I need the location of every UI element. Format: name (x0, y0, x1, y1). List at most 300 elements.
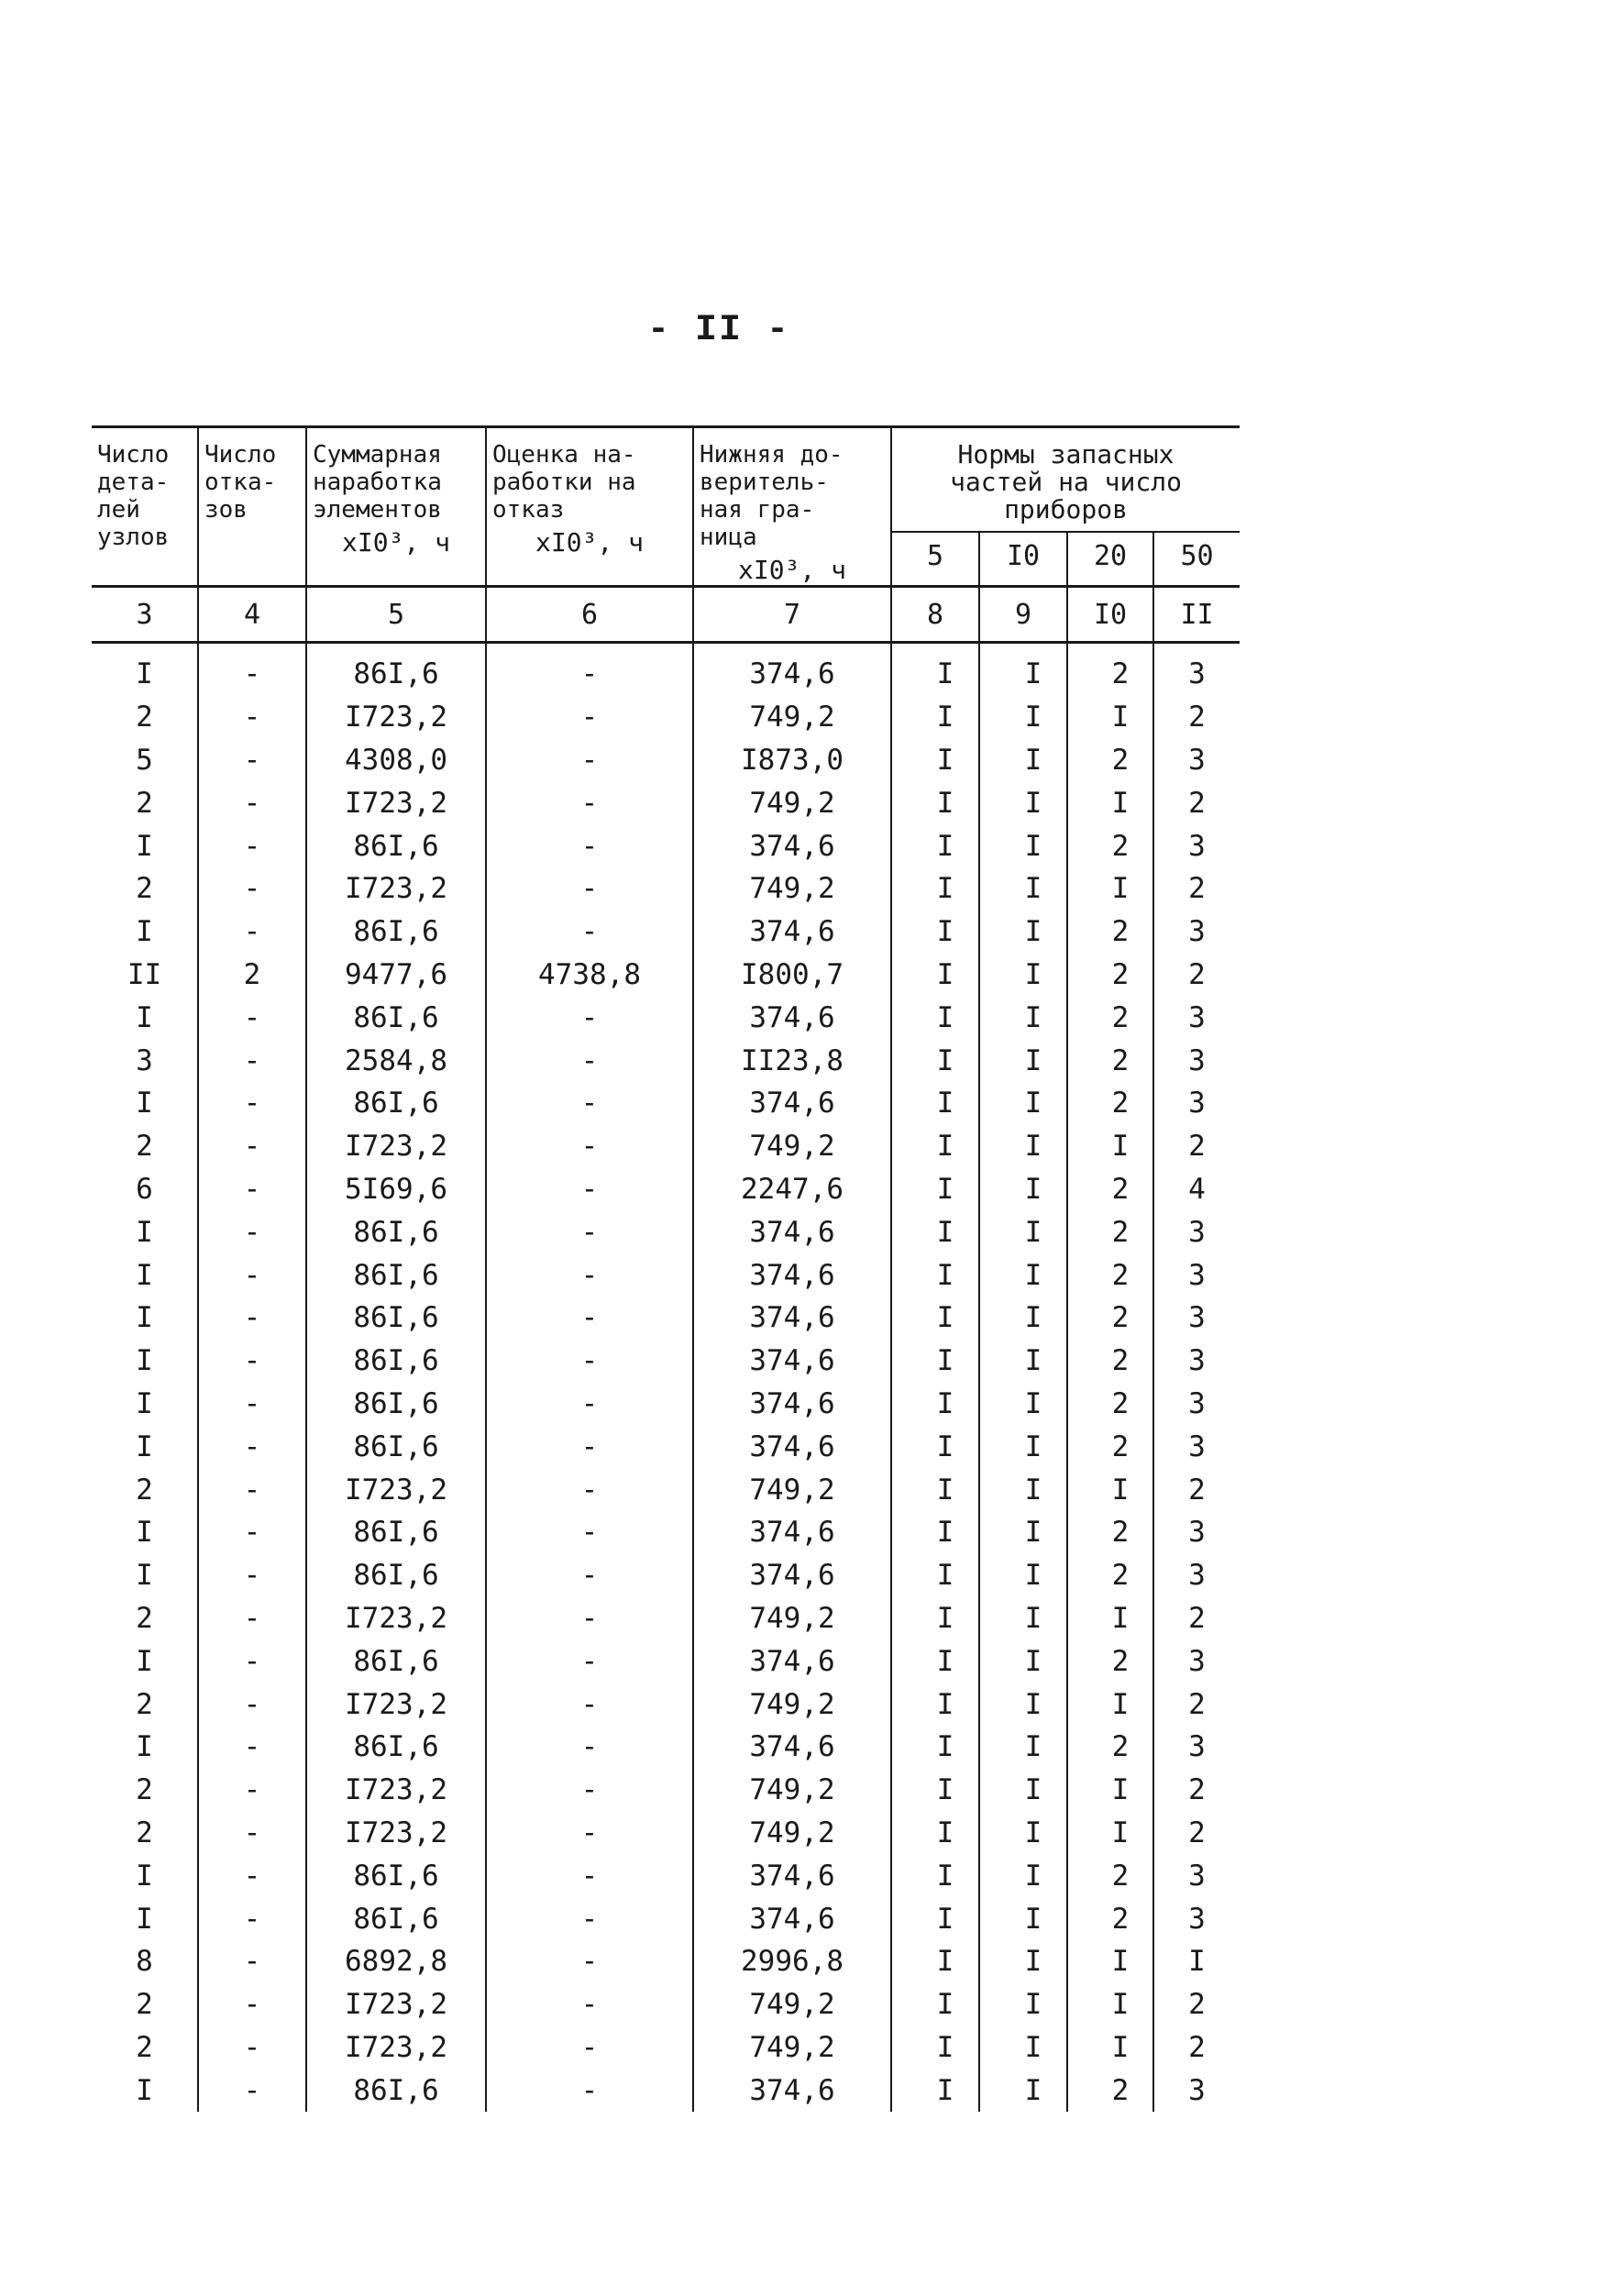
column-number: I0 (1067, 587, 1153, 643)
norm-20-cell: 2 (1067, 1726, 1153, 1769)
lower-confidence-bound-cell: 749,2 (693, 2026, 891, 2070)
lower-confidence-bound-cell: I800,7 (693, 954, 891, 997)
table-row (92, 696, 1240, 739)
norm-10-cell: I (979, 1683, 1067, 1726)
failures-count-cell: - (198, 1253, 306, 1297)
mtbf-estimate-cell: - (486, 1940, 693, 1983)
failures-count-cell: - (198, 867, 306, 911)
total-operating-time-cell: I723,2 (306, 1468, 486, 1511)
table-row (92, 911, 1240, 954)
norm-5-cell: I (891, 1210, 979, 1253)
norm-20-cell: I (1067, 1597, 1153, 1640)
table-row (92, 1340, 1240, 1383)
total-operating-time-cell: 86I,6 (306, 1639, 486, 1683)
norm-50-cell: 2 (1188, 1816, 1206, 1849)
header-mtbf-estimate-label: Оценка на- работки на отказ (492, 441, 636, 524)
parts-count-cell: I (92, 1253, 198, 1297)
norm-10-cell: I (979, 1854, 1067, 1897)
total-operating-time-cell: 86I,6 (306, 1511, 486, 1554)
mtbf-estimate-cell: - (486, 911, 693, 954)
lower-confidence-bound-cell: 374,6 (693, 1210, 891, 1253)
table-row (92, 1210, 1240, 1253)
lower-confidence-bound-cell: 749,2 (693, 1468, 891, 1511)
norm-10-cell: I (979, 1039, 1067, 1082)
norm-5-cell: I (891, 1511, 979, 1554)
norm-50-cell: 3 (1188, 657, 1206, 691)
table-row (92, 954, 1240, 997)
table-row (92, 1769, 1240, 1812)
lower-confidence-bound-cell: 2996,8 (693, 1940, 891, 1983)
failures-count-cell: - (198, 824, 306, 867)
lower-confidence-bound-cell: 374,6 (693, 1726, 891, 1769)
lower-confidence-bound-cell: 374,6 (693, 1511, 891, 1554)
total-operating-time-cell: I723,2 (306, 1125, 486, 1168)
norm-50-cell: 2 (1188, 1687, 1206, 1721)
table-row (92, 1597, 1240, 1640)
norm-5-cell: I (891, 1468, 979, 1511)
norm-50-cell: 3 (1188, 1516, 1206, 1550)
parts-count-cell: 2 (92, 1468, 198, 1511)
norm-50-cell: 3 (1188, 1644, 1206, 1678)
norm-50-cell: 2 (1188, 1473, 1206, 1507)
norm-20-cell: 2 (1067, 1210, 1153, 1253)
parts-count-cell: I (92, 1082, 198, 1125)
failures-count-cell: - (198, 739, 306, 782)
table-row (92, 1168, 1240, 1211)
norm-5-cell: I (891, 1125, 979, 1168)
norm-20-cell: I (1067, 1125, 1153, 1168)
norm-50-cell: 3 (1188, 1386, 1206, 1420)
norm-20-cell: 2 (1067, 1639, 1153, 1683)
norm-10-cell: I (979, 2026, 1067, 2070)
lower-confidence-bound-cell: 374,6 (693, 2069, 891, 2112)
failures-count-cell: - (198, 1039, 306, 1082)
norm-20-cell: 2 (1067, 1340, 1153, 1383)
failures-count-cell: - (198, 1597, 306, 1640)
failures-count-cell: - (198, 1812, 306, 1855)
norm-5-cell: I (891, 1897, 979, 1940)
norm-20-cell: 2 (1067, 824, 1153, 867)
failures-count-cell: - (198, 1554, 306, 1597)
failures-count-cell: - (198, 1082, 306, 1125)
total-operating-time-cell: 86I,6 (306, 1253, 486, 1297)
norm-5-cell: I (891, 696, 979, 739)
parts-count-cell: 2 (92, 2026, 198, 2070)
norm-50-cell: 3 (1188, 1043, 1206, 1077)
norm-10-cell: I (979, 1168, 1067, 1211)
norm-20-cell: 2 (1067, 2069, 1153, 2112)
norm-5-cell: I (891, 1168, 979, 1211)
lower-confidence-bound-cell: 374,6 (693, 911, 891, 954)
parts-count-cell: 2 (92, 1983, 198, 2026)
norm-5-cell: I (891, 1253, 979, 1297)
norm-5-cell: I (891, 996, 979, 1039)
parts-count-cell: I (92, 1511, 198, 1554)
norm-10-cell: I (979, 1983, 1067, 2026)
norm-50-cell: 3 (1188, 2073, 1206, 2107)
lower-confidence-bound-cell: 749,2 (693, 1125, 891, 1168)
total-operating-time-cell: 86I,6 (306, 824, 486, 867)
mtbf-estimate-cell: - (486, 1639, 693, 1683)
total-operating-time-cell: 86I,6 (306, 996, 486, 1039)
norm-5-cell: I (891, 1340, 979, 1383)
table-row (92, 2069, 1240, 2112)
failures-count-cell: - (198, 1340, 306, 1383)
total-operating-time-cell: 86I,6 (306, 911, 486, 954)
parts-count-cell: II (92, 954, 198, 997)
norm-10-cell: I (979, 696, 1067, 739)
lower-confidence-bound-cell: 374,6 (693, 643, 891, 696)
column-number: 7 (693, 587, 891, 643)
norm-10-cell: I (979, 739, 1067, 782)
failures-count-cell: - (198, 696, 306, 739)
parts-count-cell: I (92, 1210, 198, 1253)
norm-50-cell: 2 (1188, 957, 1206, 991)
norm-20-cell: I (1067, 1940, 1153, 1983)
mtbf-estimate-cell: - (486, 1340, 693, 1383)
table-row (92, 1297, 1240, 1340)
mtbf-estimate-cell: - (486, 1854, 693, 1897)
parts-count-cell: I (92, 1383, 198, 1426)
failures-count-cell: - (198, 996, 306, 1039)
failures-count-cell: 2 (198, 954, 306, 997)
norm-10-cell: I (979, 1340, 1067, 1383)
norm-20-cell: 2 (1067, 1554, 1153, 1597)
norm-10-cell: I (979, 1554, 1067, 1597)
table-row (92, 1897, 1240, 1940)
table-row (92, 739, 1240, 782)
norm-5-cell: I (891, 1597, 979, 1640)
mtbf-estimate-cell: - (486, 781, 693, 824)
table-row (92, 1253, 1240, 1297)
lower-confidence-bound-cell: 374,6 (693, 824, 891, 867)
norm-20-cell: I (1067, 2026, 1153, 2070)
lower-confidence-bound-cell: 374,6 (693, 1297, 891, 1340)
norm-50-cell: 3 (1188, 1215, 1206, 1249)
norm-20-cell: I (1067, 867, 1153, 911)
norm-20-cell: 2 (1067, 1383, 1153, 1426)
norm-5-cell: I (891, 1769, 979, 1812)
norm-20-cell: I (1067, 696, 1153, 739)
table-row (92, 1726, 1240, 1769)
norm-20-cell: 2 (1067, 739, 1153, 782)
failures-count-cell: - (198, 1726, 306, 1769)
parts-count-cell: I (92, 1854, 198, 1897)
table-row (92, 781, 1240, 824)
norm-20-cell: 2 (1067, 954, 1153, 997)
failures-count-cell: - (198, 781, 306, 824)
norm-20-cell: 2 (1067, 1253, 1153, 1297)
lower-confidence-bound-cell: 749,2 (693, 1983, 891, 2026)
total-operating-time-cell: I723,2 (306, 1983, 486, 2026)
norm-10-cell: I (979, 643, 1067, 696)
norm-10-cell: I (979, 1511, 1067, 1554)
failures-count-cell: - (198, 1425, 306, 1468)
table-row (92, 1383, 1240, 1426)
norm-10-cell: I (979, 1897, 1067, 1940)
norm-20-cell: 2 (1067, 1082, 1153, 1125)
table-row (92, 1854, 1240, 1897)
parts-count-cell: I (92, 824, 198, 867)
norm-50-cell: 2 (1188, 1773, 1206, 1807)
table-row (92, 824, 1240, 867)
header-sub-50: 50 (1180, 540, 1214, 572)
header-sub-20: 20 (1067, 532, 1153, 587)
norm-10-cell: I (979, 1812, 1067, 1855)
norm-50-cell: 3 (1188, 915, 1206, 949)
norm-10-cell: I (979, 954, 1067, 997)
norm-10-cell: I (979, 867, 1067, 911)
norm-20-cell: I (1067, 1769, 1153, 1812)
mtbf-estimate-cell: - (486, 696, 693, 739)
norm-5-cell: I (891, 1039, 979, 1082)
norm-10-cell: I (979, 1253, 1067, 1297)
header-parts-count-label: Число дета- лей узлов (97, 441, 170, 551)
parts-count-cell: 2 (92, 696, 198, 739)
parts-count-cell: 2 (92, 1812, 198, 1855)
norm-20-cell: I (1067, 1683, 1153, 1726)
lower-confidence-bound-cell: 374,6 (693, 1383, 891, 1426)
norm-20-cell: I (1067, 781, 1153, 824)
lower-confidence-bound-cell: 374,6 (693, 1340, 891, 1383)
norm-20-cell: 2 (1067, 911, 1153, 954)
norm-5-cell: I (891, 1812, 979, 1855)
total-operating-time-cell: 6892,8 (306, 1940, 486, 1983)
mtbf-estimate-cell: - (486, 1511, 693, 1554)
table-row (92, 996, 1240, 1039)
lower-confidence-bound-cell: 749,2 (693, 1597, 891, 1640)
parts-count-cell: I (92, 1554, 198, 1597)
header-lower-confidence-bound-label: Нижняя до- веритель- ная гра- ница (700, 441, 844, 551)
total-operating-time-cell: 86I,6 (306, 643, 486, 696)
norm-10-cell: I (979, 1297, 1067, 1340)
table-row (92, 1940, 1240, 1983)
mtbf-estimate-cell: - (486, 2069, 693, 2112)
lower-confidence-bound-cell: 749,2 (693, 1769, 891, 1812)
lower-confidence-bound-cell: 374,6 (693, 1425, 891, 1468)
mtbf-estimate-cell: - (486, 1168, 693, 1211)
mtbf-estimate-cell: - (486, 824, 693, 867)
header-total-operating-time-label: Суммарная наработка элементов (313, 441, 442, 524)
lower-confidence-bound-cell: 374,6 (693, 1897, 891, 1940)
norm-5-cell: I (891, 1854, 979, 1897)
norm-20-cell: I (1067, 1812, 1153, 1855)
norm-5-cell: I (891, 643, 979, 696)
page-number: - II - (646, 310, 791, 351)
norm-5-cell: I (891, 1425, 979, 1468)
lower-confidence-bound-cell: 749,2 (693, 781, 891, 824)
table-row (92, 1125, 1240, 1168)
total-operating-time-cell: 86I,6 (306, 1854, 486, 1897)
table-body (92, 643, 1240, 2113)
mtbf-estimate-cell: - (486, 739, 693, 782)
norm-50-cell: 3 (1188, 1859, 1206, 1893)
mtbf-estimate-cell: - (486, 1297, 693, 1340)
lower-confidence-bound-cell: 374,6 (693, 1639, 891, 1683)
norm-50-cell: 3 (1188, 1087, 1206, 1120)
mtbf-estimate-cell: - (486, 1726, 693, 1769)
header-cell-failures-count (198, 427, 306, 587)
mtbf-estimate-cell: - (486, 1425, 693, 1468)
failures-count-cell: - (198, 1511, 306, 1554)
parts-count-cell: 2 (92, 1683, 198, 1726)
mtbf-estimate-cell: - (486, 2026, 693, 2070)
norm-10-cell: I (979, 1597, 1067, 1640)
norm-10-cell: I (979, 1769, 1067, 1812)
failures-count-cell: - (198, 1983, 306, 2026)
failures-count-cell: - (198, 1854, 306, 1897)
total-operating-time-cell: 86I,6 (306, 1210, 486, 1253)
norm-5-cell: I (891, 1639, 979, 1683)
table-row (92, 1082, 1240, 1125)
mtbf-estimate-cell: - (486, 1383, 693, 1426)
norm-50-cell: 4 (1188, 1172, 1206, 1206)
norm-50-cell: 3 (1188, 743, 1206, 777)
header-lower-confidence-bound-unit: хI0³, ч (737, 555, 846, 585)
norm-20-cell: 2 (1067, 1168, 1153, 1211)
norm-20-cell: 2 (1067, 1039, 1153, 1082)
failures-count-cell: - (198, 1897, 306, 1940)
header-cell-mtbf-estimate (486, 427, 693, 587)
column-number: 3 (92, 587, 198, 643)
norm-50-cell: 3 (1188, 1559, 1206, 1593)
table-header (92, 427, 1240, 643)
norm-20-cell: 2 (1067, 1297, 1153, 1340)
total-operating-time-cell: 4308,0 (306, 739, 486, 782)
mtbf-estimate-cell: - (486, 1468, 693, 1511)
failures-count-cell: - (198, 1168, 306, 1211)
norm-50-cell: 2 (1188, 1988, 1206, 2022)
failures-count-cell: - (198, 1639, 306, 1683)
norm-10-cell: I (979, 2069, 1067, 2112)
total-operating-time-cell: 86I,6 (306, 1297, 486, 1340)
column-number: 4 (198, 587, 306, 643)
failures-count-cell: - (198, 643, 306, 696)
parts-count-cell: I (92, 2069, 198, 2112)
parts-count-cell: 3 (92, 1039, 198, 1082)
parts-count-cell: 2 (92, 1597, 198, 1640)
lower-confidence-bound-cell: 374,6 (693, 1854, 891, 1897)
failures-count-cell: - (198, 1683, 306, 1726)
norm-5-cell: I (891, 1683, 979, 1726)
norm-50-cell: 2 (1188, 701, 1206, 734)
header-total-operating-time-unit: хI0³, ч (341, 527, 450, 557)
total-operating-time-cell: 5I69,6 (306, 1168, 486, 1211)
norm-10-cell: I (979, 1125, 1067, 1168)
norm-10-cell: I (979, 1639, 1067, 1683)
parts-count-cell: I (92, 996, 198, 1039)
norm-50-cell: 3 (1188, 1344, 1206, 1378)
failures-count-cell: - (198, 1210, 306, 1253)
total-operating-time-cell: I723,2 (306, 2026, 486, 2070)
norm-50-cell: 2 (1188, 1601, 1206, 1635)
norm-20-cell: I (1067, 1983, 1153, 2026)
parts-count-cell: 2 (92, 781, 198, 824)
lower-confidence-bound-cell: 749,2 (693, 1812, 891, 1855)
norm-50-cell: 2 (1188, 786, 1206, 820)
norm-20-cell: 2 (1067, 1897, 1153, 1940)
parts-count-cell: I (92, 911, 198, 954)
norm-20-cell: 2 (1067, 1854, 1153, 1897)
norm-50-cell: 2 (1188, 1130, 1206, 1164)
total-operating-time-cell: 86I,6 (306, 1383, 486, 1426)
total-operating-time-cell: I723,2 (306, 1769, 486, 1812)
norm-10-cell: I (979, 1940, 1067, 1983)
norm-5-cell: I (891, 739, 979, 782)
total-operating-time-cell: I723,2 (306, 781, 486, 824)
norm-50-cell: 3 (1188, 1258, 1206, 1292)
table-row (92, 867, 1240, 911)
parts-count-cell: I (92, 1639, 198, 1683)
parts-count-cell: I (92, 1897, 198, 1940)
total-operating-time-cell: 86I,6 (306, 1897, 486, 1940)
norm-20-cell: 2 (1067, 1511, 1153, 1554)
norm-10-cell: I (979, 824, 1067, 867)
failures-count-cell: - (198, 1468, 306, 1511)
norm-20-cell: 2 (1067, 643, 1153, 696)
norm-10-cell: I (979, 1082, 1067, 1125)
norm-10-cell: I (979, 1210, 1067, 1253)
spare-parts-table (92, 425, 1240, 2112)
total-operating-time-cell: 86I,6 (306, 2069, 486, 2112)
norm-5-cell: I (891, 1383, 979, 1426)
norm-5-cell: I (891, 2026, 979, 2070)
norm-10-cell: I (979, 1383, 1067, 1426)
norm-10-cell: I (979, 1468, 1067, 1511)
parts-count-cell: I (92, 1340, 198, 1383)
norm-5-cell: I (891, 824, 979, 867)
norm-5-cell: I (891, 1297, 979, 1340)
header-sub-10: I0 (979, 532, 1067, 587)
norm-5-cell: I (891, 1983, 979, 2026)
norm-5-cell: I (891, 1726, 979, 1769)
failures-count-cell: - (198, 1383, 306, 1426)
lower-confidence-bound-cell: 374,6 (693, 1253, 891, 1297)
norm-10-cell: I (979, 781, 1067, 824)
failures-count-cell: - (198, 1125, 306, 1168)
norm-50-cell: 3 (1188, 1429, 1206, 1463)
parts-count-cell: I (92, 643, 198, 696)
lower-confidence-bound-cell: 749,2 (693, 1683, 891, 1726)
column-number: 9 (979, 587, 1067, 643)
failures-count-cell: - (198, 911, 306, 954)
norm-50-cell: I (1188, 1945, 1206, 1979)
total-operating-time-cell: 86I,6 (306, 1726, 486, 1769)
norm-5-cell: I (891, 1082, 979, 1125)
lower-confidence-bound-cell: I873,0 (693, 739, 891, 782)
norm-5-cell: I (891, 1940, 979, 1983)
lower-confidence-bound-cell: 749,2 (693, 696, 891, 739)
column-number-row (92, 587, 1240, 643)
header-spare-parts-norms: Нормы запасных частей на число приборов (891, 427, 1240, 533)
norm-10-cell: I (979, 1726, 1067, 1769)
total-operating-time-cell: 86I,6 (306, 1340, 486, 1383)
norm-10-cell: I (979, 911, 1067, 954)
total-operating-time-cell: I723,2 (306, 867, 486, 911)
column-number: 6 (486, 587, 693, 643)
lower-confidence-bound-cell: 749,2 (693, 867, 891, 911)
norm-5-cell: I (891, 2069, 979, 2112)
mtbf-estimate-cell: - (486, 1039, 693, 1082)
table-row (92, 1683, 1240, 1726)
total-operating-time-cell: 2584,8 (306, 1039, 486, 1082)
norm-10-cell: I (979, 996, 1067, 1039)
table-row (92, 1468, 1240, 1511)
table-row (92, 1983, 1240, 2026)
spare-parts-table-container (92, 425, 1240, 2112)
total-operating-time-cell: I723,2 (306, 1683, 486, 1726)
table-row (92, 1639, 1240, 1683)
